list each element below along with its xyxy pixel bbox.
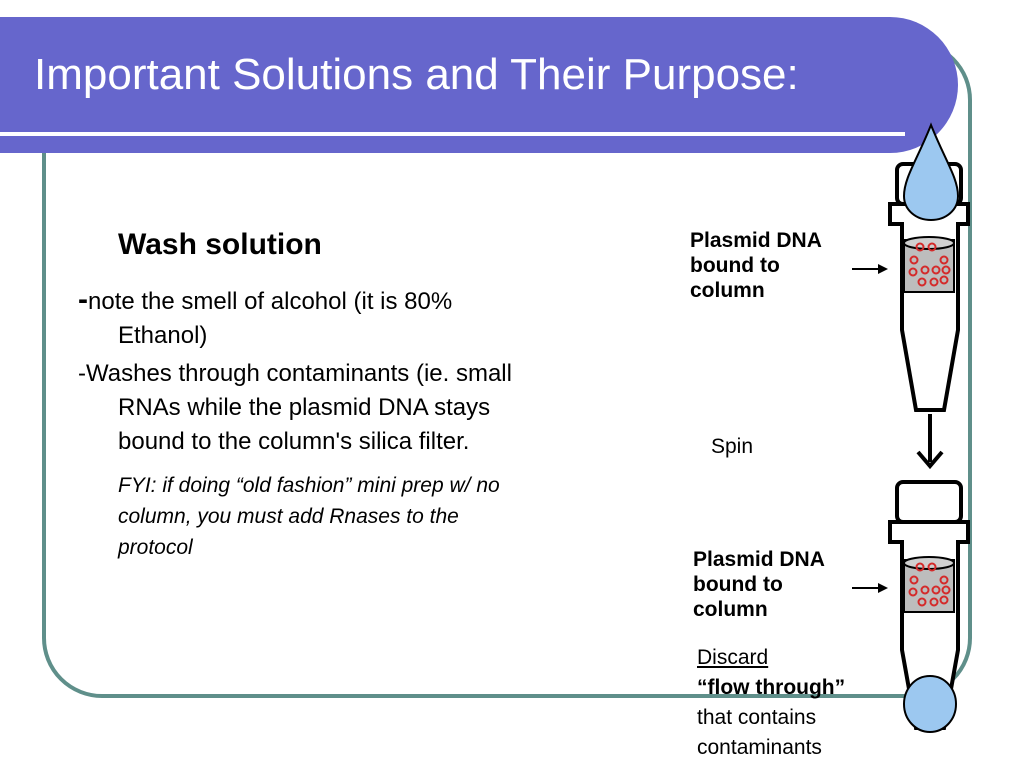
fyi-line: FYI: if doing “old fashion” mini prep w/ no [118,474,500,497]
discard-word: Discard [697,646,769,669]
top-spin-column [890,125,968,410]
bullet-alcohol-line2: Ethanol) [118,322,208,349]
wash-drop-icon [904,125,958,220]
spin-label: Spin [711,435,754,458]
discard-line4: contaminants [697,736,822,759]
flow-through-drop-icon [904,676,956,732]
bottom-column-label: Plasmid DNA bound to column [693,548,825,621]
top-label-arrow [852,264,888,274]
bottom-spin-column [890,482,968,732]
bullet-contaminants-line3: bound to the column's silica filter. [118,428,470,455]
fyi-line: column, you must add Rnases to the [118,505,459,528]
fyi-line: protocol [118,536,193,559]
bullet-alcohol-line1: note the smell of alcohol (it is 80% [88,288,453,315]
top-column-label: Plasmid DNA bound to column [690,229,822,302]
wash-solution-heading: Wash solution [118,228,322,261]
flow-through-text: “flow through” [697,676,846,699]
slide-title: Important Solutions and Their Purpose: [34,50,799,99]
top-column-body [890,204,968,410]
discard-note [697,643,845,763]
bullet-dash: - [78,283,88,316]
bottom-column-cap [897,482,961,522]
spin-arrow [918,414,942,466]
bullet-contaminants-line2: RNAs while the plasmid DNA stays [118,394,491,421]
bottom-label-arrow [852,583,888,593]
discard-line3: that contains [697,706,817,729]
bullet-contaminants-line1: -Washes through contaminants (ie. small [78,360,512,387]
